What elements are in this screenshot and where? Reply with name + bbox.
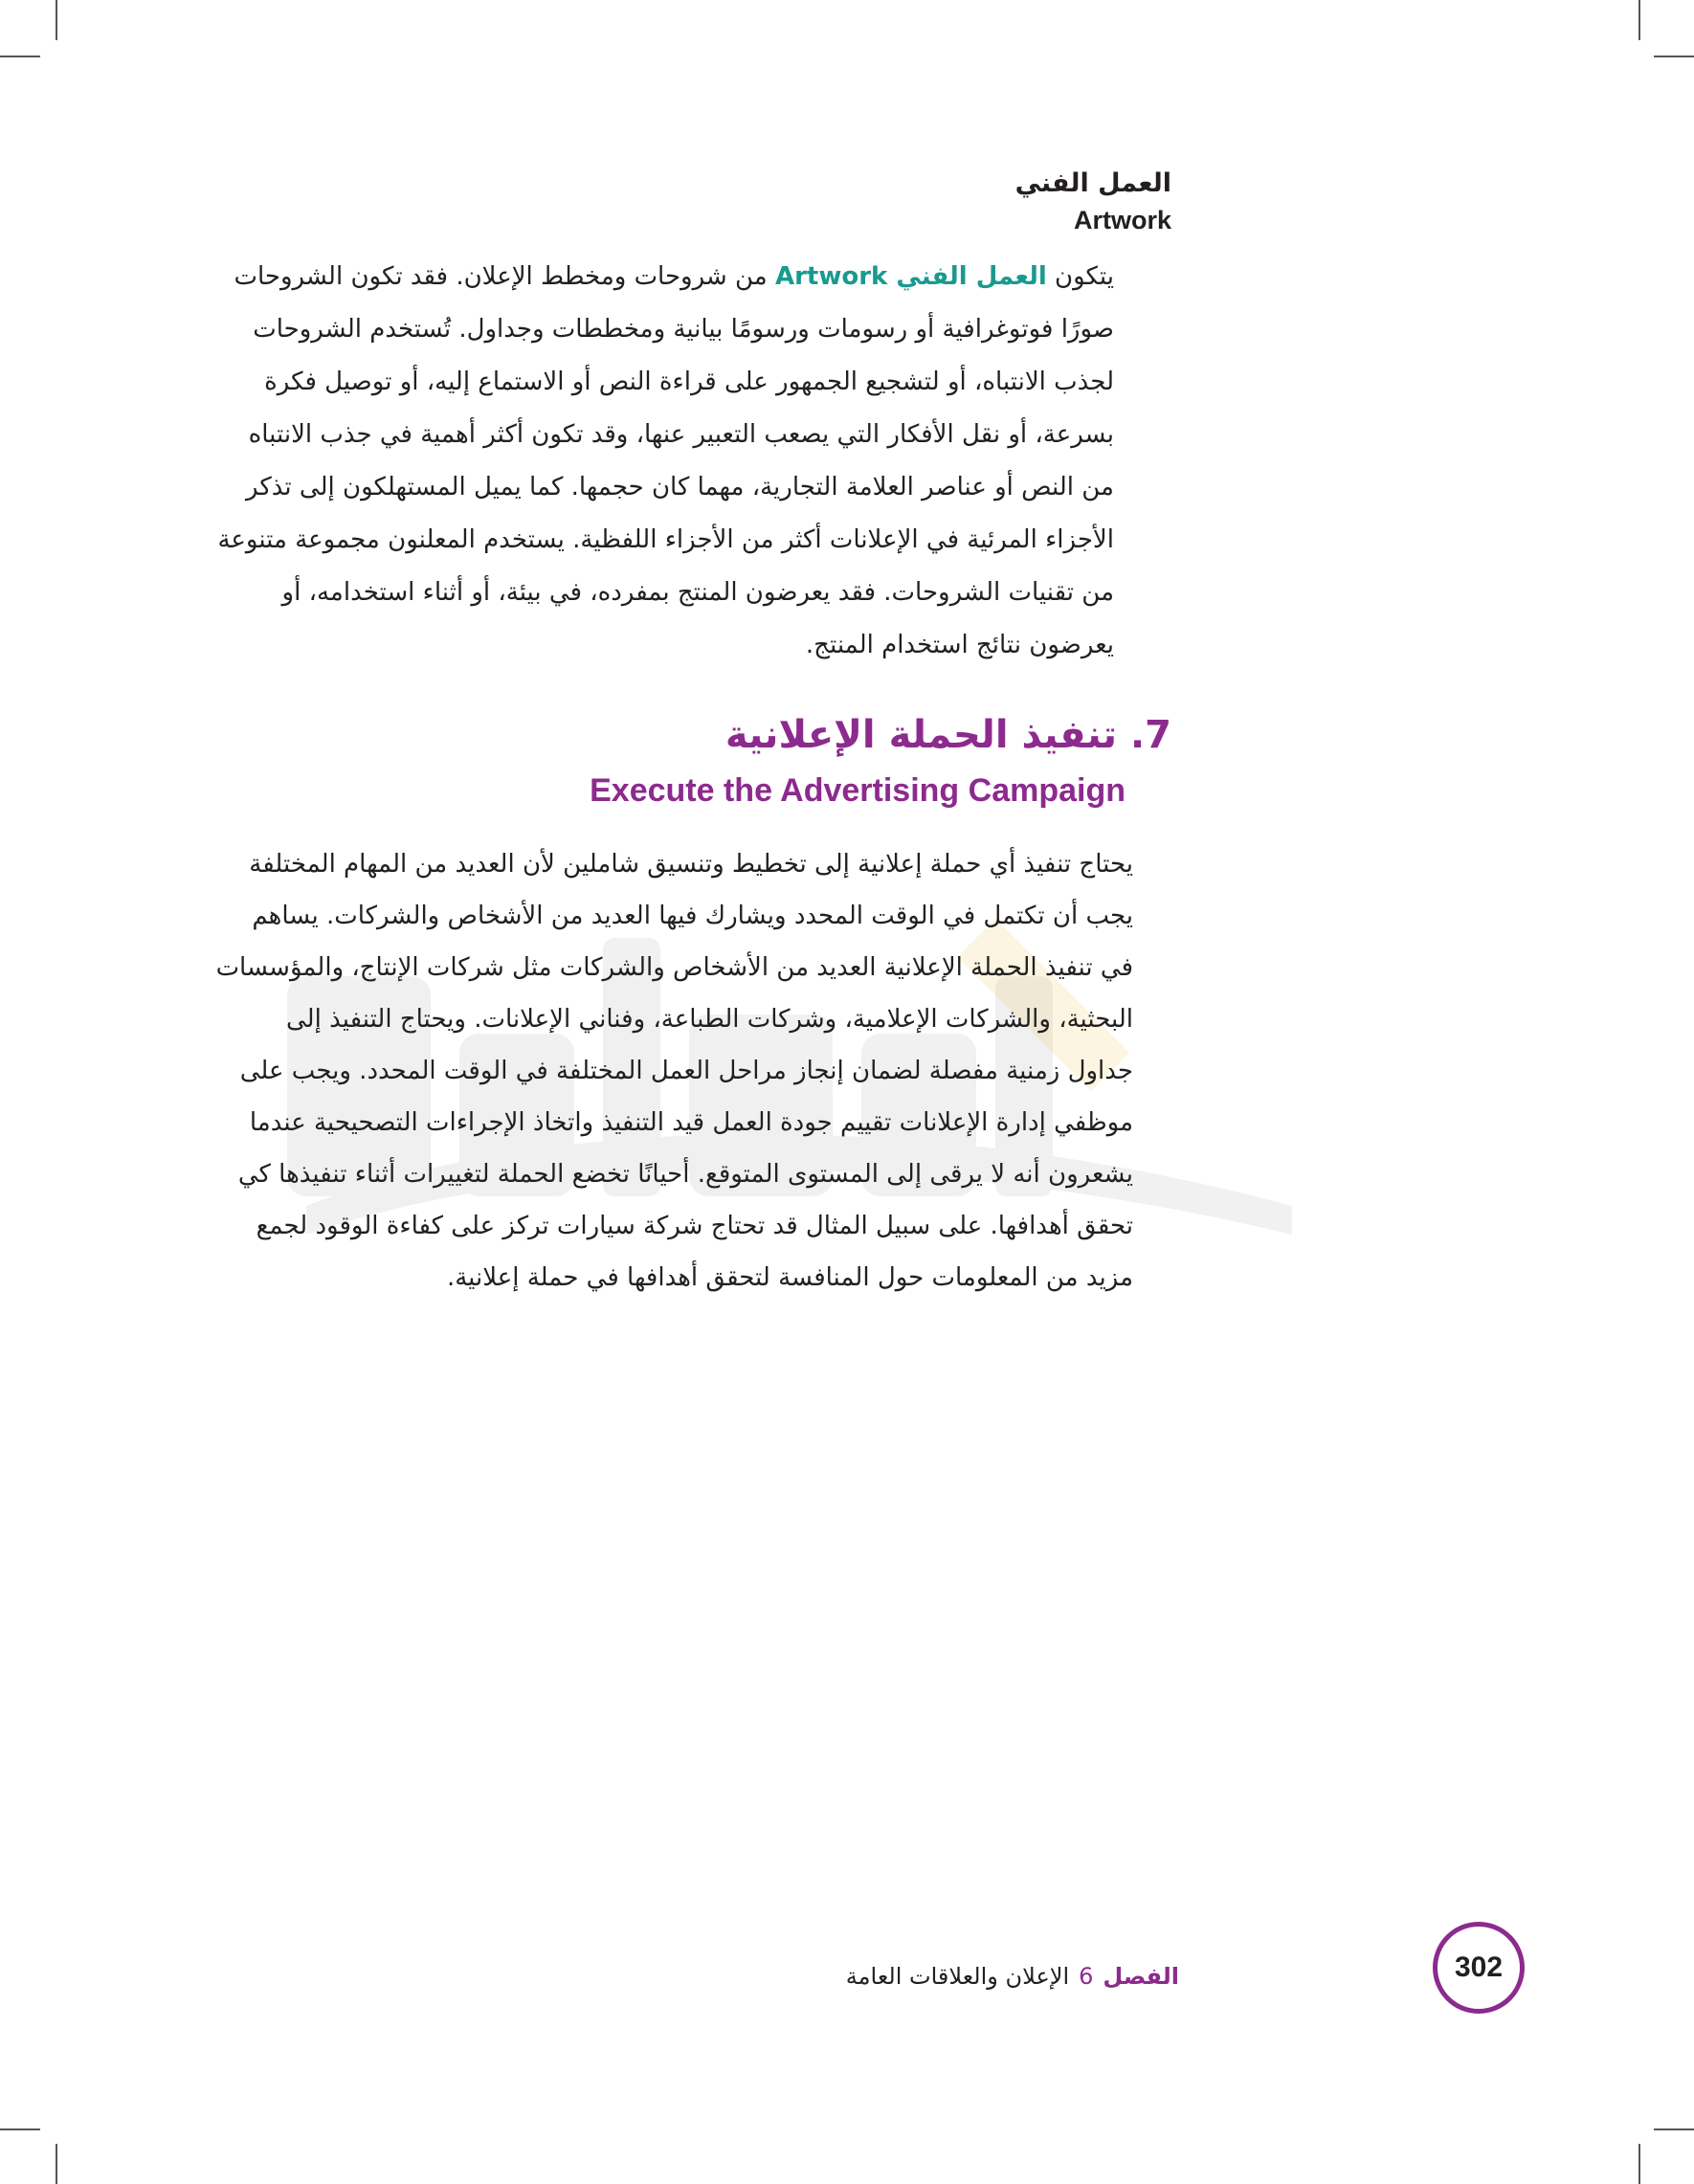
chapter-number: 6 (1079, 1963, 1094, 1990)
crop-mark (56, 2144, 57, 2184)
page-number: 302 (1433, 1922, 1525, 2014)
artwork-heading (1015, 165, 1171, 237)
para-text-start: يتكون (1046, 262, 1114, 291)
section7-paragraph (214, 838, 1171, 1304)
para-text-rest: من شروحات ومخطط الإعلان. فقد تكون الشروحات صورًا فوتوغرافية أو رسومات ورسومًا بيانية ومخططات وجداول. تُستخدم الشروحات لجذب الانتباه، أو لتشجيع الجمهور على قراءة النص أو الاستماع إليه، أو توصيل فكرة بسرعة، أو نقل الأفكار التي يصعب التعبير عنها، وقد تكون أكثر أهمية في جذب الانتباه من النص أو عناصر العلامة التجارية، مهما كان حجمها. كما يميل المستهلكون إلى تذكر الأجزاء المرئية في الإعلانات أكثر من الأجزاء اللفظية. يستخدم المعلنون مجموعة متنوعة من تقنيات الشروحات. فقد يعرضون المنتج بمفرده، في بيئة، أو أثناء استخدامه، أو يعرضون نتائج استخدام المنتج. (217, 262, 1114, 659)
highlight-term-en: Artwork (774, 262, 897, 291)
artwork-paragraph (214, 251, 1171, 672)
section-title-ar: 7. تنفيذ الحملة الإعلانية (724, 713, 1171, 757)
section-title-en: Execute the Advertising Campaign (590, 772, 1126, 809)
chapter-label: الفصل (1103, 1963, 1179, 1990)
crop-mark (1638, 2144, 1640, 2184)
crop-mark (1654, 2128, 1694, 2130)
section7-text: يحتاج تنفيذ أي حملة إعلانية إلى تخطيط وتنسيق شاملين لأن العديد من المهام المختلفة يجب أن تكتمل في الوقت المحدد ويشارك فيها العديد من الأشخاص والشركات. يساهم في تنفيذ الحملة الإعلانية العديد من الأشخاص والشركات مثل شركات الإنتاج، والمؤسسات البحثية، والشركات الإعلامية، وشركات الطباعة، وفناني الإعلانات. ويحتاج التنفيذ إلى جداول زمنية مفصلة لضمان إنجاز مراحل العمل المختلفة في الوقت المحدد. ويجب على موظفي إدارة الإعلانات تقييم جودة العمل قيد التنفيذ واتخاذ الإجراءات التصحيحية عندما يشعرون أنه لا يرقى إلى المستوى المتوقع. أحيانًا تخضع الحملة لتغييرات أثناء تنفيذها كي تحقق أهدافها. على سبيل المثال قد تحتاج شركة سيارات تركز على كفاءة الوقود لجمع مزيد من المعلومات حول المنافسة لتحقق أهدافها في حملة إعلانية. (215, 850, 1133, 1292)
chapter-title: الإعلان والعلاقات العامة (845, 1963, 1070, 1990)
artwork-title-en: Artwork (1073, 206, 1171, 234)
chapter-footer (846, 1957, 1179, 1995)
crop-mark (1654, 56, 1694, 57)
artwork-title-ar: العمل الفني (1014, 168, 1171, 198)
crop-mark (0, 56, 40, 57)
crop-mark (56, 0, 57, 40)
highlight-term-ar: العمل الفني (896, 262, 1047, 291)
crop-mark (0, 2128, 40, 2130)
crop-mark (1638, 0, 1640, 40)
